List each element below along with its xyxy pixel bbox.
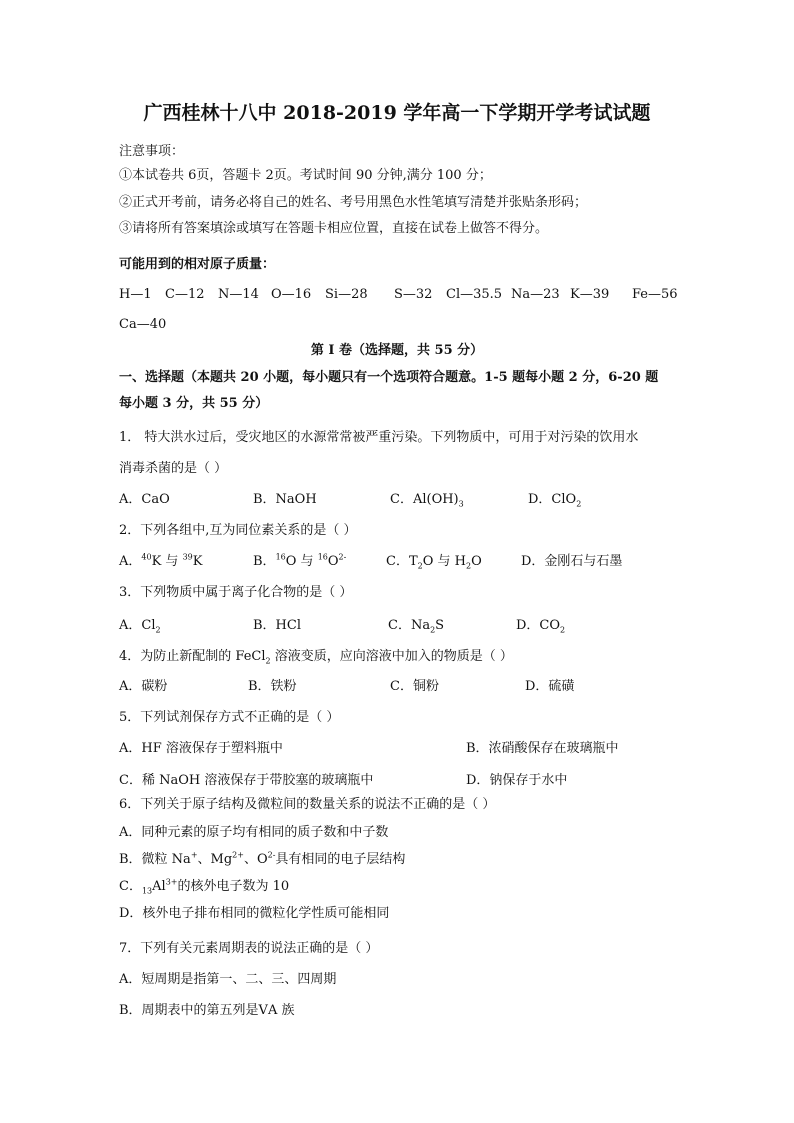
atomic-mass-item: Fe—56	[632, 287, 678, 302]
q5-option-d: D．钠保存于水中	[466, 773, 568, 788]
note-item-3: ③请将所有答案填涂或填写在答题卡相应位置，直接在试卷上做答不得分。	[119, 221, 549, 236]
q6-option-a: A．同种元素的原子均有相同的质子数和中子数	[119, 825, 389, 840]
q2-option-b: B．$^{16}$O 与 $^{16}O^{2-}$	[253, 552, 347, 569]
q4-option-d: D．硫磺	[525, 679, 575, 694]
q1-stem-line2: 消毒杀菌的是（ ）	[119, 461, 228, 476]
exam-title: 广西桂林十八中 2018-2019 学年高一下学期开学考试试题	[143, 102, 651, 124]
q3-option-a: A．$Cl_2$	[119, 618, 161, 635]
q3-stem: 3．下列物质中属于离子化合物的是（ ）	[119, 585, 353, 600]
q6-option-b: B．微粒 Na+、$Mg^{2+}$、$O^{2-}$具有相同的电子层结构	[119, 850, 406, 867]
q1-option-b: B．NaOH	[253, 492, 317, 507]
q4-option-c: C．铜粉	[390, 679, 439, 694]
atomic-mass-item: Si—28	[325, 287, 368, 302]
section-heading-line1: 一、选择题（本题共 20 小题，每小题只有一个选项符合题意。1-5 题每小题 2 分，6-20 题	[119, 370, 659, 385]
atomic-mass-item: S—32	[394, 287, 433, 302]
atomic-mass-item: Cl—35.5	[446, 287, 503, 302]
q3-option-d: D．$CO_2$	[516, 618, 566, 635]
q2-option-a: A．$^{40}$K 与 $^{39}$K	[119, 552, 203, 569]
note-item-1: ①本试卷共 6页，答题卡 2页。考试时间 90 分钟,满分 100 分；	[119, 168, 492, 183]
q2-option-d: D．金刚石与石墨	[521, 554, 623, 569]
q4-option-a: A．碳粉	[119, 679, 168, 694]
q1-option-d: D．ClO$_2$	[528, 492, 582, 509]
q1-option-a: A．CaO	[119, 492, 170, 507]
q4-option-b: B．铁粉	[248, 679, 297, 694]
section-title: 第 I 卷（选择题，共 55 分）	[310, 343, 484, 358]
atomic-mass-header: 可能用到的相对原子质量：	[119, 257, 276, 272]
q5-option-a: A．HF 溶液保存于塑料瓶中	[119, 741, 283, 756]
note-item-2: ②正式开考前，请务必将自己的姓名、考号用黑色水性笔填写清楚并张贴条形码；	[119, 195, 588, 210]
q6-option-d: D．核外电子排布相同的微粒化学性质可能相同	[119, 906, 390, 921]
notes-header: 注意事项：	[119, 144, 185, 159]
q5-stem: 5．下列试剂保存方式不正确的是（ ）	[119, 710, 340, 725]
q5-option-c: C．稀 NaOH 溶液保存于带胶塞的玻璃瓶中	[119, 773, 374, 788]
q7-stem: 7．下列有关元素周期表的说法正确的是（ ）	[119, 941, 379, 956]
q7-option-a: A．短周期是指第一、二、三、四周期	[119, 972, 337, 987]
atomic-mass-item: K—39	[570, 287, 610, 302]
atomic-mass-item: C—12	[165, 287, 205, 302]
q3-option-b: B．HCl	[253, 618, 301, 633]
q2-stem: 2．下列各组中,互为同位素关系的是（ ）	[119, 523, 357, 538]
atomic-mass-item: O—16	[271, 287, 312, 302]
q7-option-b: B．周期表中的第五列是ⅤA 族	[119, 1003, 295, 1018]
q6-option-c: C．$_{13}Al^{3+}$的核外电子数为 10	[119, 877, 290, 896]
q1-option-c: C．$Al(OH)_3$	[390, 492, 464, 509]
q3-option-c: C．$Na_2S$	[388, 618, 445, 635]
atomic-mass-item: Na—23	[511, 287, 560, 302]
q6-stem: 6．下列关于原子结构及微粒间的数量关系的说法不正确的是（ ）	[119, 797, 496, 812]
q1-stem-line1: 1． 特大洪水过后，受灾地区的水源常常被严重污染。下列物质中，可用于对污染的饮用水	[119, 430, 639, 445]
atomic-mass-item: H—1	[119, 287, 152, 302]
atomic-mass-item: N—14	[218, 287, 259, 302]
q5-option-b: B．浓硝酸保存在玻璃瓶中	[466, 741, 619, 756]
section-heading-line2: 每小题 3 分，共 55 分）	[119, 396, 269, 411]
atomic-mass-item-ca: Ca—40	[119, 317, 167, 332]
q2-option-c: C．$T_2O$ 与 $H_2O$	[386, 554, 482, 571]
q4-stem: 4．为防止新配制的 FeCl$_2$ 溶液变质，应向溶液中加入的物质是（ ）	[119, 649, 513, 666]
